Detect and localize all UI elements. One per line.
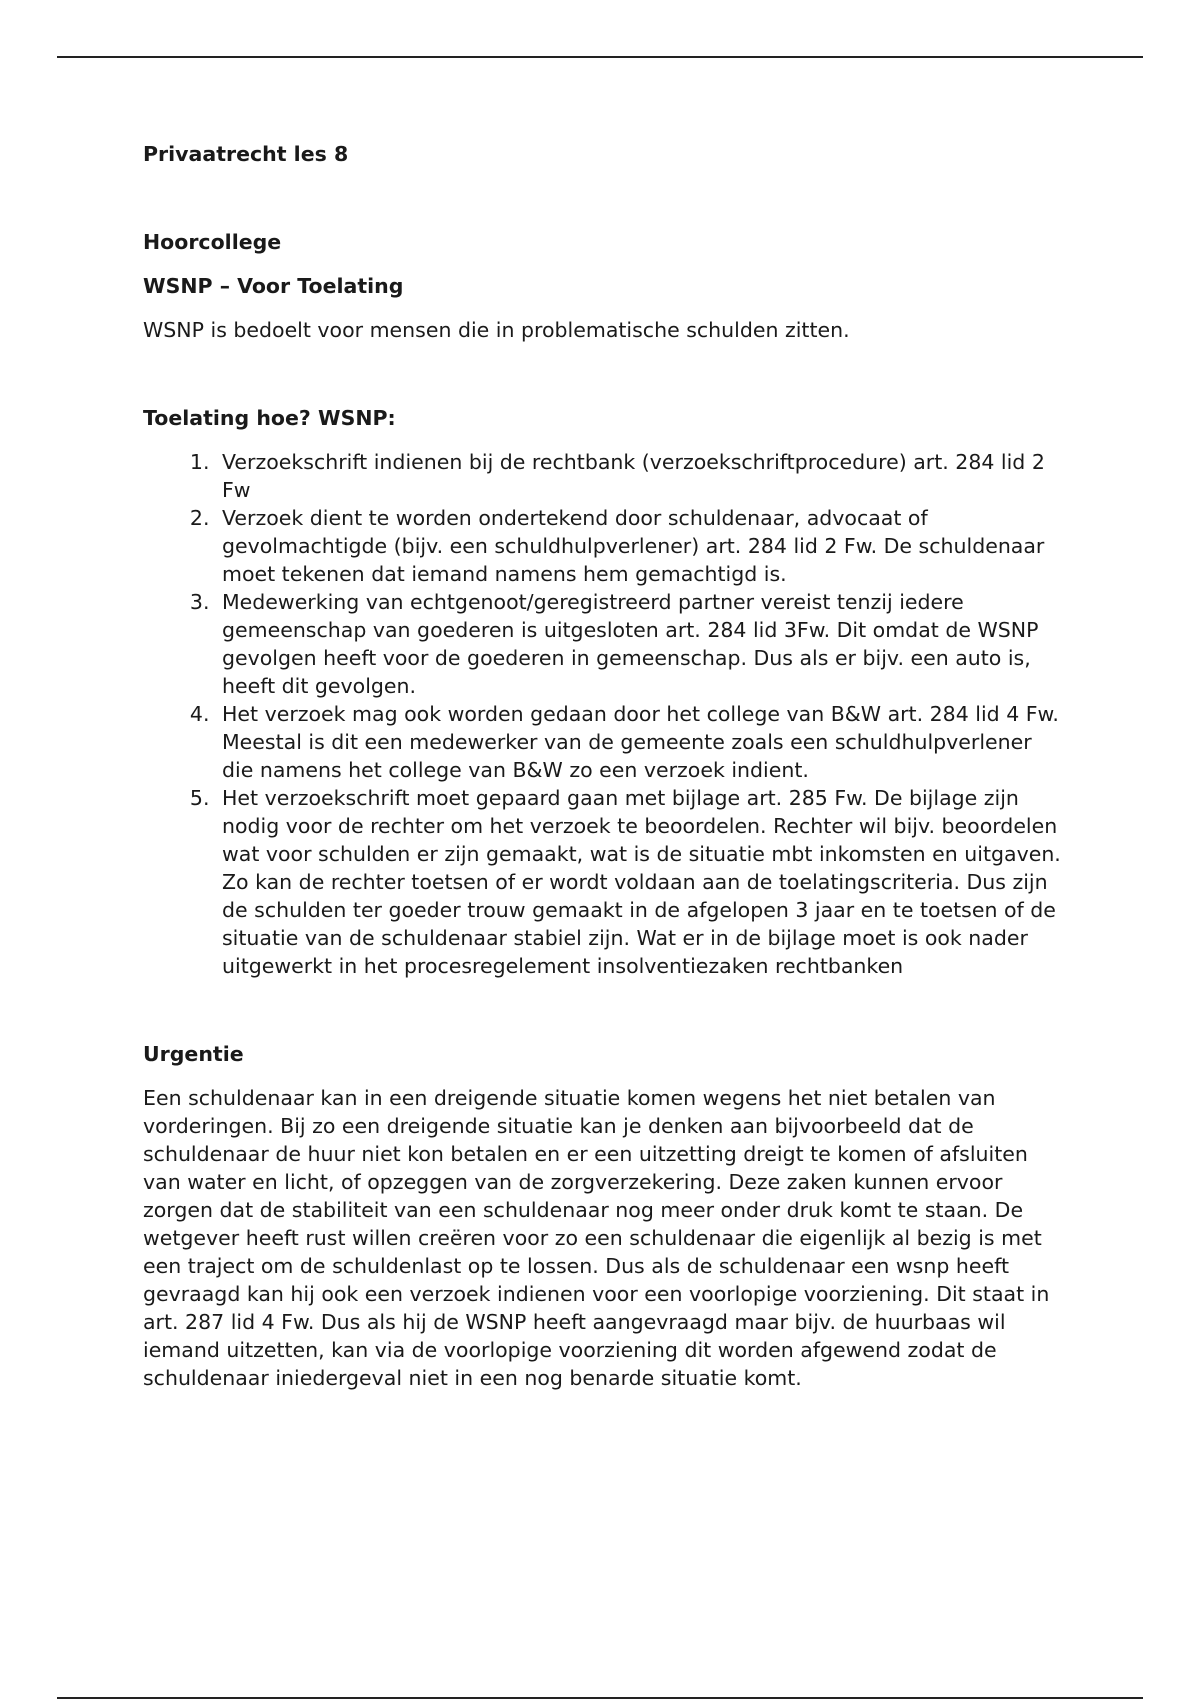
list-item: 5. Het verzoekschrift moet gepaard gaan met bijlage art. 285 Fw. De bijlage zijn nodig voor de rechter om het verzoek te beoordelen. Rechter wil bijv. beoordelen wat voor schulden er zijn gemaakt, wat is de situatie mbt inkomsten en uitgaven. Zo kan de rechter toetsen of er wordt voldaan aan de toelatingscriteria. Dus zijn de schulden ter goeder trouw gemaakt in de afgelopen 3 jaar en te toetsen of de situatie van de schuldenaar stabiel zijn. Wat er in de bijlage moet is ook nader uitgewerkt in het procesregelement insolventiezaken rechtbanken	[216, 784, 1063, 980]
list-item: 1. Verzoekschrift indienen bij de rechtbank (verzoekschriftprocedure) art. 284 lid 2 Fw	[216, 448, 1063, 504]
heading-toelating: Toelating hoe? WSNP:	[143, 406, 396, 430]
toelating-steps-list	[143, 448, 1063, 980]
header-rule	[57, 56, 1143, 58]
heading-wsnp-voor-toelating: WSNP – Voor Toelating	[143, 274, 404, 298]
urgentie-paragraph: Een schuldenaar kan in een dreigende situatie komen wegens het niet betalen van vorderingen. Bij zo een dreigende situatie kan je denken aan bijvoorbeeld dat de schuldenaar de huur niet kon betalen en er een uitzetting dreigt te komen of afsluiten van water en licht, of opzeggen van de zorgverzekering. Deze zaken kunnen ervoor zorgen dat de stabiliteit van een schuldenaar nog meer onder druk komt te staan. De wetgever heeft rust willen creëren voor zo een schuldenaar die eigenlijk al bezig is met een traject om de schuldenlast op te lossen. Dus als de schuldenaar een wsnp heeft gevraagd kan hij ook een verzoek indienen voor een voorlopige voorziening. Dit staat in art. 287 lid 4 Fw. Dus als hij de WSNP heeft aangevraagd maar bijv. de huurbaas wil iemand uitzetten, kan via de voorlopige voorziening dit worden afgewend zodat de schuldenaar iniedergeval niet in een nog benarde situatie komt.	[143, 1086, 1050, 1390]
document-title: Privaatrecht les 8	[143, 142, 349, 166]
list-item: 3. Medewerking van echtgenoot/geregistreerd partner vereist tenzij iedere gemeenschap van goederen is uitgesloten art. 284 lid 3Fw. Dit omdat de WSNP gevolgen heeft voor de goederen in gemeenschap. Dus als er bijv. een auto is, heeft dit gevolgen.	[216, 588, 1063, 700]
list-item: 2. Verzoek dient te worden ondertekend door schuldenaar, advocaat of gevolmachtigde (bijv. een schuldhulpverlener) art. 284 lid 2 Fw. De schuldenaar moet tekenen dat iemand namens hem gemachtigd is.	[216, 504, 1063, 588]
intro-paragraph: WSNP is bedoelt voor mensen die in problematische schulden zitten.	[143, 318, 850, 342]
document-body	[143, 140, 1063, 1392]
heading-urgentie: Urgentie	[143, 1042, 244, 1066]
list-item: 4. Het verzoek mag ook worden gedaan door het college van B&W art. 284 lid 4 Fw. Meestal is dit een medewerker van de gemeente zoals een schuldhulpverlener die namens het college van B&W zo een verzoek indient.	[216, 700, 1063, 784]
footer-rule	[57, 1697, 1143, 1699]
heading-hoorcollege: Hoorcollege	[143, 230, 282, 254]
